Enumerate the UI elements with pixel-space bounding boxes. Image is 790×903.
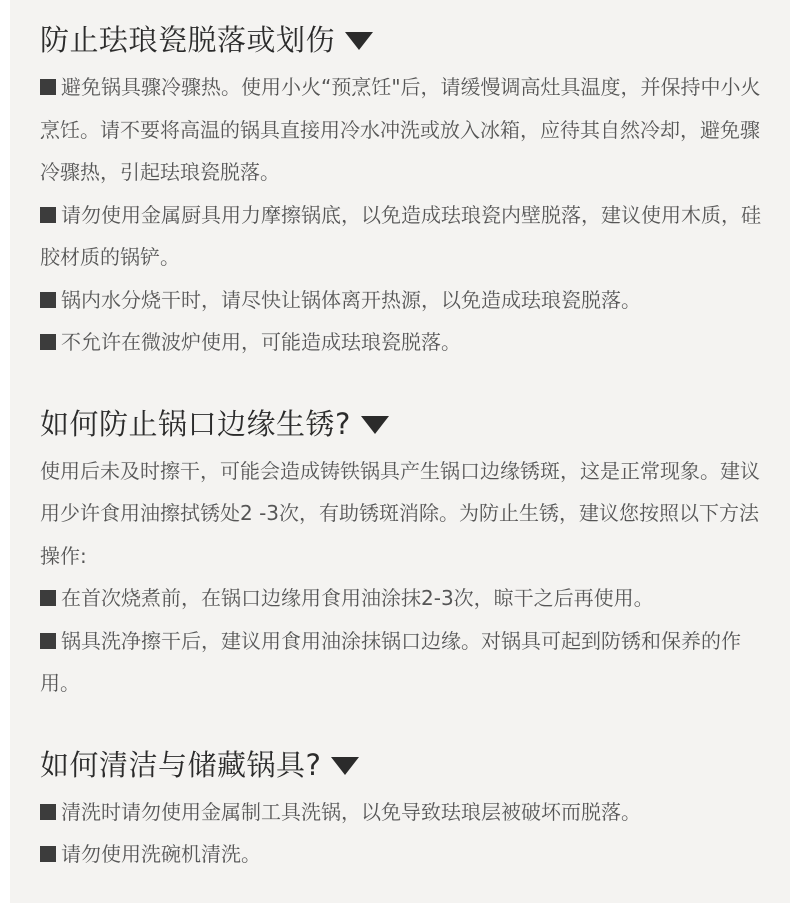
square-bullet-icon [40, 846, 56, 862]
bullet-paragraph [40, 66, 774, 194]
paragraph-text: 使用后未及时擦干，可能会造成铸铁锅具产生锅口边缘锈斑，这是正常现象。建议用少许食用油擦拭锈处2 -3次，有助锈斑消除。为防止生锈，建议您按照以下方法操作: [40, 458, 760, 568]
paragraph-text: 避免锅具骤冷骤热。使用小火“预烹饪"后，请缓慢调高灶具温度，并保持中小火烹饪。请不要将高温的锅具直接用冷水冲洗或放入冰箱，应待其自然冷却，避免骤冷骤热，引起珐琅瓷脱落。 [40, 75, 761, 184]
bullet-paragraph [40, 791, 774, 834]
bullet-paragraph [40, 833, 774, 876]
bullet-paragraph [40, 279, 774, 322]
section-title: 如何防止锅口边缘生锈? [40, 406, 351, 441]
triangle-down-icon[interactable] [331, 757, 359, 775]
section-heading[interactable] [40, 14, 774, 66]
care-instructions-page [10, 0, 790, 903]
bullet-paragraph [40, 194, 774, 279]
paragraph-text: 锅具洗净擦干后，建议用食用油涂抹锅口边缘。对锅具可起到防锈和保养的作用。 [40, 628, 741, 695]
bullet-paragraph [40, 321, 774, 364]
triangle-down-icon[interactable] [361, 416, 389, 434]
paragraph-text: 在首次烧煮前，在锅口边缘用食用油涂抹2-3次，晾干之后再使用。 [61, 586, 654, 610]
section-enamel-protection [40, 14, 774, 364]
paragraph-text: 请勿使用洗碗机清洗。 [61, 842, 261, 866]
section-heading[interactable] [40, 739, 774, 791]
square-bullet-icon [40, 334, 56, 350]
section-title: 如何清洁与储藏锅具? [40, 747, 322, 782]
square-bullet-icon [40, 79, 56, 95]
square-bullet-icon [40, 633, 56, 649]
triangle-down-icon[interactable] [345, 32, 373, 50]
paragraph-text: 请勿使用金属厨具用力摩擦锅底，以免造成珐琅瓷内壁脱落，建议使用木质，硅胶材质的锅铲。 [40, 202, 761, 269]
section-heading[interactable] [40, 398, 774, 450]
bullet-paragraph [40, 620, 774, 705]
paragraph-text: 清洗时请勿使用金属制工具洗锅，以免导致珐琅层被破坏而脱落。 [61, 799, 641, 824]
section-cleaning-storage [40, 739, 774, 876]
square-bullet-icon [40, 292, 56, 308]
bullet-paragraph [40, 577, 774, 620]
square-bullet-icon [40, 590, 56, 606]
square-bullet-icon [40, 804, 56, 820]
section-title: 防止珐琅瓷脱落或划伤 [40, 23, 336, 57]
section-rust-prevention [40, 398, 774, 705]
square-bullet-icon [40, 207, 56, 223]
paragraph-text: 不允许在微波炉使用，可能造成珐琅瓷脱落。 [61, 330, 461, 354]
intro-paragraph [40, 450, 774, 578]
paragraph-text: 锅内水分烧干时，请尽快让锅体离开热源，以免造成珐琅瓷脱落。 [61, 287, 641, 312]
